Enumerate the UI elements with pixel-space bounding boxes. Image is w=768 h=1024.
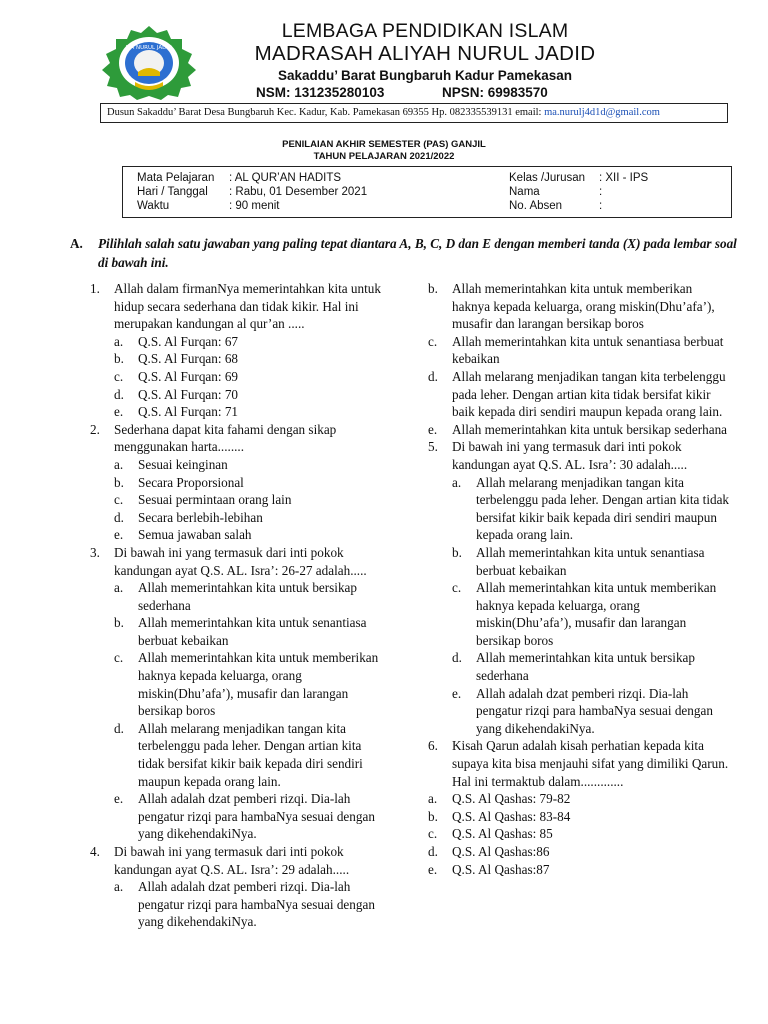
question-text: Di bawah ini yang termasuk dari inti pokok kandungan ayat Q.S. AL. Isra’: 29 adalah..... xyxy=(114,844,350,877)
option-c[interactable]: c. Q.S. Al Qashas: 85 xyxy=(428,826,553,842)
school-logo xyxy=(95,24,203,100)
option-d[interactable]: d. Allah memerintahkan kita untuk bersikap sederhana xyxy=(452,650,695,684)
class-value: : XII - IPS xyxy=(599,172,649,184)
section-instruction xyxy=(70,234,740,272)
option-b[interactable]: b. Allah memerintahkan kita untuk senantiasa berbuat kebaikan xyxy=(452,544,705,578)
institution-name: LEMBAGA PENDIDIKAN ISLAM xyxy=(281,20,569,42)
question-text: Kisah Qarun adalah kisah perhatian kepada kita supaya kita bisa menjauhi sifat yang dimiliki Qarun. Hal ini termaktub dalam............. xyxy=(452,738,729,789)
exam-title: PENILAIAN AKHIR SEMESTER (PAS) GANJIL xyxy=(282,139,486,150)
option-d[interactable]: d. Q.S. Al Qashas:86 xyxy=(428,844,550,859)
option-d[interactable]: d. Allah melarang menjadikan tangan kita terbelenggu pada leher. Dengan artian kita tidak bersifat kikir baik kepada diri sendiri maupun kepada orang lain. xyxy=(114,720,363,789)
question-number: 3. xyxy=(90,544,100,560)
option-d[interactable]: d. Secara berlebih-lebihan xyxy=(114,509,263,525)
option-e[interactable]: e. Allah adalah dzat pemberi rizqi. Dia-lah pengatur rizqi para hambaNya sesuai dengan yang dikehendakiNya. xyxy=(452,685,713,736)
option-e[interactable]: e. Q.S. Al Qashas:87 xyxy=(428,861,550,877)
time-label: Waktu xyxy=(137,200,170,212)
option-a[interactable]: a. Allah memerintahkan kita untuk bersikap sederhana xyxy=(114,580,357,613)
q4-option-c[interactable]: c. Allah memerintahkan kita untuk senantiasa berbuat kebaikan xyxy=(428,333,724,367)
school-name: MADRASAH ALIYAH NURUL JADID xyxy=(254,42,596,65)
option-c[interactable]: c. Allah memerintahkan kita untuk memberikan haknya kepada keluarga, orang miskin(Dhu’afa’), musafir dan larangan bersikap boros xyxy=(114,650,379,719)
option-c[interactable]: c. Sesuai permintaan orang lain xyxy=(114,492,292,508)
name-value: : xyxy=(599,186,603,198)
option-b[interactable]: b. Q.S. Al Qashas: 83-84 xyxy=(428,808,571,824)
option-e[interactable]: e. Semua jawaban salah xyxy=(114,527,252,543)
absen-value: : xyxy=(599,200,603,212)
question-5 xyxy=(428,438,733,473)
address-bar xyxy=(100,103,728,123)
option-a[interactable]: a. Allah melarang menjadikan tangan kita terbelenggu pada leher. Dengan artian kita tidak bersifat kikir baik kepada diri sendiri maupun kepada orang lain. xyxy=(452,474,730,543)
exam-year: TAHUN PELAJARAN 2021/2022 xyxy=(313,151,455,162)
date-value: : Rabu, 01 Desember 2021 xyxy=(229,186,368,198)
option-c[interactable]: c. Q.S. Al Furqan: 69 xyxy=(114,368,239,384)
time-value: : 90 menit xyxy=(229,200,280,212)
question-number: 1. xyxy=(90,281,100,296)
option-e[interactable]: e. Allah adalah dzat pemberi rizqi. Dia-lah pengatur rizqi para hambaNya sesuai dengan yang dikehendakiNya. xyxy=(114,791,375,842)
npsn-number: NPSN: 69983570 xyxy=(442,85,548,100)
left-column xyxy=(90,280,390,931)
subject-label: Mata Pelajaran xyxy=(137,172,215,184)
option-d[interactable]: d. Q.S. Al Furqan: 70 xyxy=(114,386,239,402)
question-2 xyxy=(90,421,390,544)
date-label: Hari / Tanggal xyxy=(137,186,208,198)
option-a[interactable]: a. Q.S. Al Furqan: 67 xyxy=(114,333,239,349)
question-6 xyxy=(428,737,733,790)
question-3 xyxy=(90,544,390,843)
question-number: 2. xyxy=(90,421,100,437)
right-column xyxy=(428,280,733,878)
address-text: Dusun Sakaddu’ Barat Desa Bungbaruh Kec. Kadur, Kab. Pamekasan 69355 Hp. 082335539131 email: xyxy=(107,107,545,118)
question-text: Di bawah ini yang termasuk dari inti pokok kandungan ayat Q.S. AL. Isra’: 26-27 adalah..... xyxy=(114,544,367,578)
q4-option-b[interactable]: b. Allah memerintahkan kita untuk memberikan haknya kepada keluarga, orang miskin(Dhu’afa’), musafir dan larangan bersikap boros xyxy=(428,281,715,332)
absen-label: No. Absen xyxy=(509,200,563,212)
nsm-number: NSM: 131235280103 xyxy=(256,85,385,100)
question-number: 6. xyxy=(428,738,438,754)
q4-option-d[interactable]: d. Allah melarang menjadikan tangan kita terbelenggu pada leher. Dengan artian kita tidak bersifat kikir baik kepada diri sendiri maupun kepada orang lain. xyxy=(428,368,726,420)
exam-info-box xyxy=(122,166,732,218)
question-1 xyxy=(90,280,390,421)
instruction-text: Pilihlah salah satu jawaban yang paling tepat diantara A, B, C, D dan E dengan memberi tanda (X) pada lembar soal di bawah ini. xyxy=(98,236,737,270)
email-link[interactable]: ma.nurulj4d1d@gmail.com xyxy=(544,107,660,118)
option-a[interactable]: a. Allah adalah dzat pemberi rizqi. Dia-lah pengatur rizqi para hambaNya sesuai dengan yang dikehendakiNya. xyxy=(114,879,375,930)
question-text: Allah dalam firmanNya memerintahkan kita untuk hidup secara sederhana dan tidak kikir. Hal ini merupakan kandungan al qur’an ..... xyxy=(114,281,381,332)
school-location: Sakaddu’ Barat Bungbaruh Kadur Pamekasan xyxy=(277,68,573,83)
question-text: Di bawah ini yang termasuk dari inti pokok kandungan ayat Q.S. AL. Isra’: 30 adalah..... xyxy=(452,439,688,472)
option-b[interactable]: b. Secara Proporsional xyxy=(114,474,244,490)
option-e[interactable]: e. Q.S. Al Furqan: 71 xyxy=(114,404,239,420)
question-number: 4. xyxy=(90,844,100,859)
option-a[interactable]: a. Q.S. Al Qashas: 79-82 xyxy=(428,791,571,807)
option-c[interactable]: c. Allah memerintahkan kita untuk memberikan haknya kepada keluarga, orang miskin(Dhu’afa’), musafir dan larangan bersikap boros xyxy=(452,580,717,648)
subject-value: : AL QUR’AN HADITS xyxy=(229,172,342,184)
q4-option-e[interactable]: e. Allah memerintahkan kita untuk bersikap sederhana xyxy=(428,421,728,437)
option-a[interactable]: a. Sesuai keinginan xyxy=(114,456,228,472)
class-label: Kelas /Jurusan xyxy=(509,172,586,184)
section-letter: A. xyxy=(70,236,83,251)
question-4 xyxy=(90,843,390,931)
question-text: Sederhana dapat kita fahami dengan sikap menggunakan harta........ xyxy=(114,421,337,455)
option-b[interactable]: b. Q.S. Al Furqan: 68 xyxy=(114,351,239,367)
question-number: 5. xyxy=(428,439,438,455)
name-label: Nama xyxy=(509,186,540,198)
option-b[interactable]: b. Allah memerintahkan kita untuk senantiasa berbuat kebaikan xyxy=(114,615,367,648)
logo-text: MA NURUL JADID xyxy=(125,45,173,51)
